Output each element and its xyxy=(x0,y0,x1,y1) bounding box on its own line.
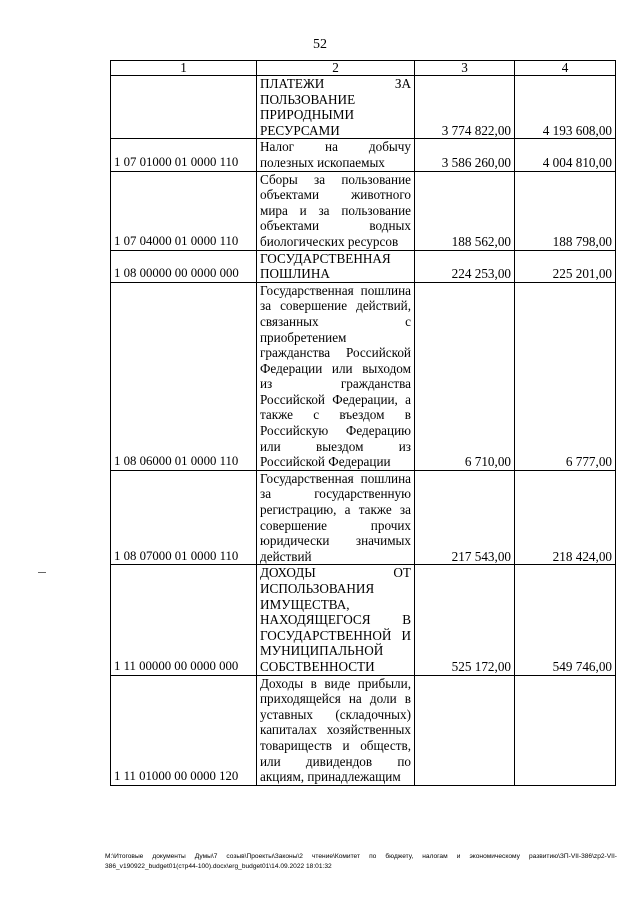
row-name: Доходы в виде прибыли, приходящейся на доли в уставных (складочных) капиталах хозяйственных товариществ и обществ, или дивидендов по акциям, принадлежащим xyxy=(257,675,415,785)
row-value-col3 xyxy=(415,675,515,785)
row-code: 1 07 04000 01 0000 110 xyxy=(111,171,257,250)
row-value-col4 xyxy=(515,675,616,785)
table-row xyxy=(111,565,616,675)
header-col-4: 4 xyxy=(515,61,616,76)
row-code: 1 08 00000 00 0000 000 xyxy=(111,250,257,282)
margin-mark xyxy=(38,572,46,573)
row-value-col3: 188 562,00 xyxy=(415,171,515,250)
table-row xyxy=(111,139,616,171)
row-code: 1 08 06000 01 0000 110 xyxy=(111,282,257,470)
row-name: Государственная пошлина за государственную регистрацию, а также за совершение прочих юридически значимых действий xyxy=(257,470,415,565)
header-col-1: 1 xyxy=(111,61,257,76)
row-value-col3: 224 253,00 xyxy=(415,250,515,282)
row-value-col4: 6 777,00 xyxy=(515,282,616,470)
row-code: 1 11 01000 00 0000 120 xyxy=(111,675,257,785)
row-value-col3: 217 543,00 xyxy=(415,470,515,565)
table-row xyxy=(111,470,616,565)
table-row xyxy=(111,250,616,282)
row-name: ПЛАТЕЖИ ЗА ПОЛЬЗОВАНИЕ ПРИРОДНЫМИ РЕСУРСАМИ xyxy=(257,76,415,139)
row-value-col4: 549 746,00 xyxy=(515,565,616,675)
row-value-col3: 3 586 260,00 xyxy=(415,139,515,171)
row-value-col4: 188 798,00 xyxy=(515,171,616,250)
table-row xyxy=(111,171,616,250)
table-row xyxy=(111,675,616,785)
page-number: 52 xyxy=(313,37,327,52)
header-col-3: 3 xyxy=(415,61,515,76)
row-value-col4: 4 004 810,00 xyxy=(515,139,616,171)
row-name: Сборы за пользование объектами животного мира и за пользование объектами водных биологических ресурсов xyxy=(257,171,415,250)
budget-table xyxy=(110,60,616,786)
row-name: Государственная пошлина за совершение действий, связанных с приобретением гражданства Российской Федерации или выходом из гражданства Российской Федерации, а также с въездом в Российскую Федерацию или выездом из Российской Федерации xyxy=(257,282,415,470)
table-row xyxy=(111,282,616,470)
footer-file-path: М:\Итоговые документы Думы\7 созыв\Проекты\Законы\2 чтение\Комитет по бюджету, налогам и экономическому развитию\ЗП-VII-386\zp2-VII-386_v190922_budget01(стр44-100).docx\erg_budget01\14.09.2022 18:01:32 xyxy=(105,853,617,870)
row-value-col3: 3 774 822,00 xyxy=(415,76,515,139)
row-code xyxy=(111,76,257,139)
budget-table-body xyxy=(111,61,616,786)
row-value-col3: 525 172,00 xyxy=(415,565,515,675)
header-col-2: 2 xyxy=(257,61,415,76)
row-value-col4: 225 201,00 xyxy=(515,250,616,282)
row-name: ГОСУДАРСТВЕННАЯ ПОШЛИНА xyxy=(257,250,415,282)
row-value-col4: 4 193 608,00 xyxy=(515,76,616,139)
row-name: ДОХОДЫ ОТ ИСПОЛЬЗОВАНИЯ ИМУЩЕСТВА, НАХОДЯЩЕГОСЯ В ГОСУДАРСТВЕННОЙ И МУНИЦИПАЛЬНОЙ СОБСТВЕННОСТИ xyxy=(257,565,415,675)
row-value-col4: 218 424,00 xyxy=(515,470,616,565)
table-row xyxy=(111,76,616,139)
row-code: 1 08 07000 01 0000 110 xyxy=(111,470,257,565)
row-code: 1 07 01000 01 0000 110 xyxy=(111,139,257,171)
row-code: 1 11 00000 00 0000 000 xyxy=(111,565,257,675)
table-header-row xyxy=(111,61,616,76)
row-name: Налог на добычу полезных ископаемых xyxy=(257,139,415,171)
row-value-col3: 6 710,00 xyxy=(415,282,515,470)
